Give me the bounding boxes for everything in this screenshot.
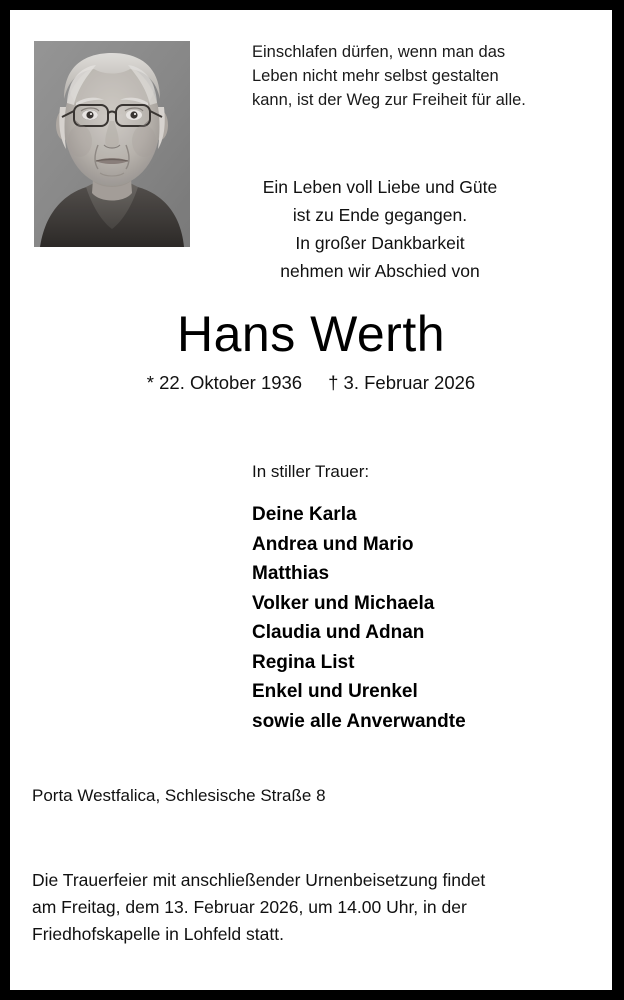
farewell-line-1: Ein Leben voll Liebe und Güte xyxy=(262,177,498,197)
portrait-image xyxy=(34,41,190,247)
farewell-statement xyxy=(180,173,580,285)
service-details xyxy=(32,867,602,948)
service-line-2: am Freitag, dem 13. Februar 2026, um 14.00 Uhr, in der xyxy=(32,897,467,917)
quote-line-1: Einschlafen dürfen, wenn man das xyxy=(252,43,506,61)
mourner-name: Claudia und Adnan xyxy=(252,622,425,643)
farewell-line-4: nehmen wir Abschied von xyxy=(280,261,480,281)
notice-inner-page xyxy=(10,10,612,990)
mourner-name: sowie alle Anverwandte xyxy=(252,710,466,732)
memorial-quote xyxy=(252,40,592,112)
quote-line-2: Leben nicht mehr selbst gestalten xyxy=(252,67,499,85)
mourner-name: Volker und Michaela xyxy=(252,592,435,614)
farewell-line-3: In großer Dankbarkeit xyxy=(295,233,465,253)
death-date: † 3. Februar 2026 xyxy=(328,372,476,393)
mourners-list xyxy=(252,500,466,736)
mourner-name: Matthias xyxy=(252,563,330,584)
life-dates xyxy=(10,370,612,396)
mourner-name: Regina List xyxy=(252,651,355,673)
mourner-name: Deine Karla xyxy=(252,504,357,525)
service-line-1: Die Trauerfeier mit anschließender Urnenbeisetzung findet xyxy=(32,870,486,890)
farewell-line-2: ist zu Ende gegangen. xyxy=(292,205,468,225)
portrait-photo xyxy=(34,41,190,247)
deceased-name: Hans Werth xyxy=(176,306,446,362)
mourner-name: Andrea und Mario xyxy=(252,533,414,555)
address-line: Porta Westfalica, Schlesische Straße 8 xyxy=(32,786,326,805)
mourner-name: Enkel und Urenkel xyxy=(252,681,418,702)
mourners-heading: In stiller Trauer: xyxy=(252,462,370,481)
quote-line-3: kann, ist der Weg zur Freiheit für alle. xyxy=(252,91,526,109)
birth-date: * 22. Oktober 1936 xyxy=(146,372,303,393)
service-line-3: Friedhofskapelle in Lohfeld statt. xyxy=(32,924,284,944)
